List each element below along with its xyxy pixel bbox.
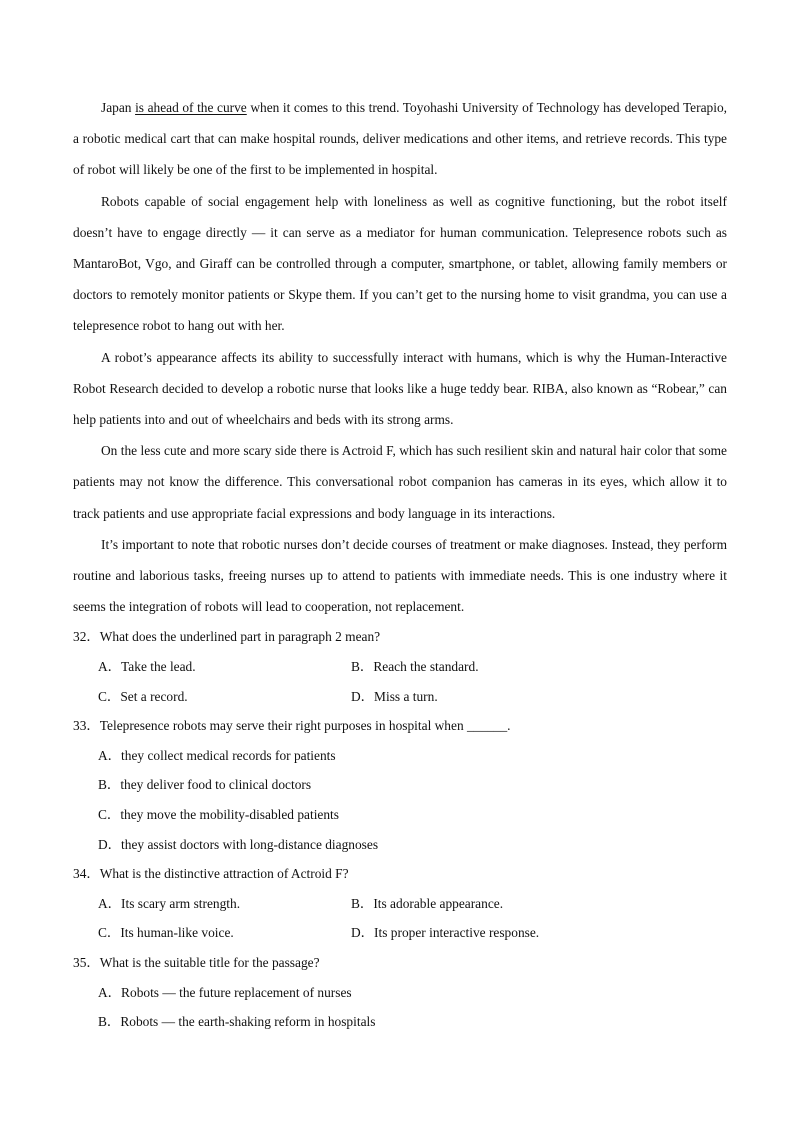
option-a: A．Its scary arm strength. — [98, 895, 241, 911]
question-34 — [73, 859, 727, 948]
answer-options — [73, 978, 727, 1037]
option-b: B．they deliver food to clinical doctors — [98, 777, 312, 793]
paragraph-4: On the less cute and more scary side there is Actroid F, which has such resilient skin and natural hair color that some patients may not know the difference. This conversational robot companion has cameras in its eyes, which allow it to track patients and use appropriate facial expressions and body language in its interactions. — [73, 443, 727, 521]
paragraph-1-rest: when it comes to this trend. Toyohashi University of Technology has developed Terapio, a robotic medical cart that can make hospital rounds, deliver medications and other items, and retrieve records. This type of robot will likely be one of the first to be implemented in hospital. — [73, 100, 727, 178]
option-c: C．Set a record. — [98, 688, 188, 704]
question-32 — [73, 622, 727, 711]
answer-options — [73, 652, 727, 711]
underlined-phrase: is ahead of the curve — [135, 100, 247, 115]
paragraph-1 — [73, 92, 727, 186]
question-stem: 32．What does the underlined part in paragraph 2 mean? — [73, 629, 381, 645]
question-35 — [73, 948, 727, 1037]
paragraph-1-lead: Japan — [101, 100, 136, 115]
option-c: C．Its human-like voice. — [98, 925, 234, 941]
option-d: D．Miss a turn. — [351, 688, 438, 704]
exam-page — [73, 92, 727, 1037]
question-33 — [73, 711, 727, 859]
option-b: B．Robots — the earth-shaking reform in hospitals — [98, 1014, 376, 1030]
answer-options — [73, 741, 727, 859]
option-b: B．Reach the standard. — [351, 659, 479, 675]
paragraph-3: A robot’s appearance affects its ability to successfully interact with humans, which is why the Human-Interactive Robot Research decided to develop a robotic nurse that looks like a huge teddy bear. RIBA, also known as “Robear,” can help patients into and out of wheelchairs and beds with its strong arms. — [73, 349, 727, 428]
question-stem: 33．Telepresence robots may serve their right purposes in hospital when ______. — [73, 718, 511, 734]
option-d: D．they assist doctors with long-distance diagnoses — [98, 836, 379, 852]
reading-passage — [73, 92, 727, 622]
answer-options — [73, 889, 727, 948]
option-d: D．Its proper interactive response. — [351, 925, 540, 941]
paragraph-2: Robots capable of social engagement help with loneliness as well as cognitive functioning, but the robot itself doesn’t have to engage directly — it can serve as a mediator for human communication. Telepresence robots such as MantaroBot, Vgo, and Giraff can be controlled through a computer, smartphone, or tablet, allowing family members or doctors to remotely monitor patients or Skype them. If you can’t get to the nursing home to visit grandma, you can use a telepresence robot to hang out with her. — [73, 193, 727, 334]
option-a: A．Robots — the future replacement of nurses — [98, 984, 352, 1000]
option-c: C．they move the mobility-disabled patients — [98, 807, 339, 823]
option-b: B．Its adorable appearance. — [351, 895, 504, 911]
question-stem: 35．What is the suitable title for the passage? — [73, 954, 320, 970]
option-a: A．Take the lead. — [98, 659, 196, 675]
question-stem: 34．What is the distinctive attraction of Actroid F? — [73, 866, 349, 882]
option-a: A．they collect medical records for patients — [98, 747, 336, 763]
paragraph-5: It’s important to note that robotic nurses don’t decide courses of treatment or make diagnoses. Instead, they perform routine and laborious tasks, freeing nurses up to attend to patients with immediate needs. This is one industry where it seems the integration of robots will lead to cooperation, not replacement. — [73, 536, 727, 615]
